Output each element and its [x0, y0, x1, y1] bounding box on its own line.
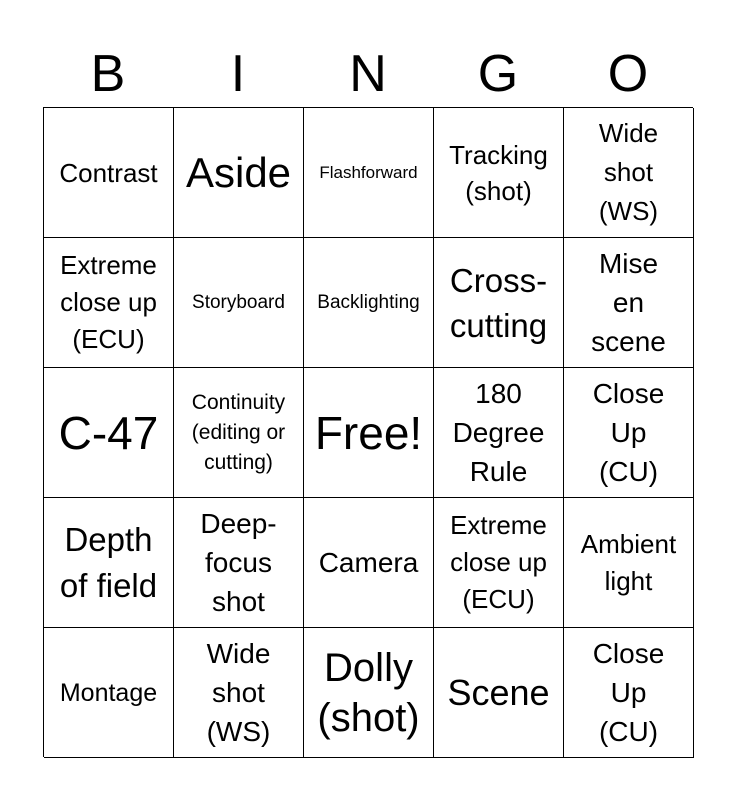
cell-label: Wide shot (WS)	[206, 638, 271, 747]
bingo-cell[interactable]	[174, 498, 304, 628]
bingo-cell[interactable]	[304, 108, 434, 238]
cell-label: Montage	[59, 678, 158, 707]
header-letter-i: I	[230, 45, 246, 103]
cell-label: Aside	[185, 148, 292, 196]
cell-label: Deep-focus shot	[200, 508, 277, 617]
cell-label: Camera	[318, 547, 419, 578]
bingo-cell[interactable]	[174, 238, 304, 368]
bingo-cell[interactable]	[174, 368, 304, 498]
bingo-cell[interactable]	[44, 108, 174, 238]
header-letter-g: G	[477, 45, 519, 103]
bingo-cell[interactable]	[564, 628, 694, 758]
cell-label: Dolly (shot)	[317, 645, 420, 740]
bingo-cell[interactable]	[174, 108, 304, 238]
cell-label: Contrast	[59, 157, 158, 188]
cell-label: Cross-cutting	[449, 261, 548, 344]
bingo-cell[interactable]	[564, 368, 694, 498]
bingo-cell[interactable]	[434, 368, 564, 498]
bingo-cell[interactable]	[304, 498, 434, 628]
cell-label: Storyboard	[192, 291, 285, 313]
cell-label: Backlighting	[317, 291, 420, 313]
cell-label: Extreme close up (ECU)	[60, 250, 157, 354]
cell-label: Extreme close up (ECU)	[450, 510, 547, 614]
bingo-cell[interactable]	[434, 108, 564, 238]
header-letter-n: N	[349, 45, 387, 103]
bingo-cell[interactable]	[304, 368, 434, 498]
header-letter-b: B	[90, 45, 126, 103]
bingo-cell[interactable]	[44, 628, 174, 758]
bingo-cell[interactable]	[564, 108, 694, 238]
cell-label: Close Up (CU)	[592, 638, 665, 747]
bingo-cell[interactable]	[44, 498, 174, 628]
bingo-cell[interactable]	[304, 238, 434, 368]
bingo-cell[interactable]	[434, 498, 564, 628]
bingo-cell[interactable]	[564, 238, 694, 368]
cell-label: Tracking (shot)	[449, 139, 548, 206]
cell-label: C-47	[58, 406, 159, 459]
bingo-cell[interactable]	[434, 628, 564, 758]
bingo-card	[43, 107, 693, 757]
bingo-cell[interactable]	[304, 628, 434, 758]
cell-label: Ambient light	[580, 528, 677, 596]
cell-label: Continuity (editing or cutting)	[191, 390, 286, 474]
bingo-cell[interactable]	[44, 238, 174, 368]
cell-label: Flashforward	[319, 162, 418, 182]
bingo-cell[interactable]	[44, 368, 174, 498]
cell-label: Scene	[447, 671, 550, 713]
bingo-cell[interactable]	[434, 238, 564, 368]
cell-label: Mise en scene	[591, 248, 666, 357]
cell-label: Free!	[314, 406, 423, 459]
cell-label: Wide shot (WS)	[598, 118, 659, 226]
bingo-cell[interactable]	[564, 498, 694, 628]
bingo-cell[interactable]	[174, 628, 304, 758]
cell-label: Close Up (CU)	[592, 378, 665, 487]
cell-label: Depth of field	[59, 520, 158, 604]
bingo-header	[43, 40, 693, 108]
header-letter-o: O	[607, 45, 649, 103]
cell-label: 180 Degree Rule	[452, 378, 545, 487]
